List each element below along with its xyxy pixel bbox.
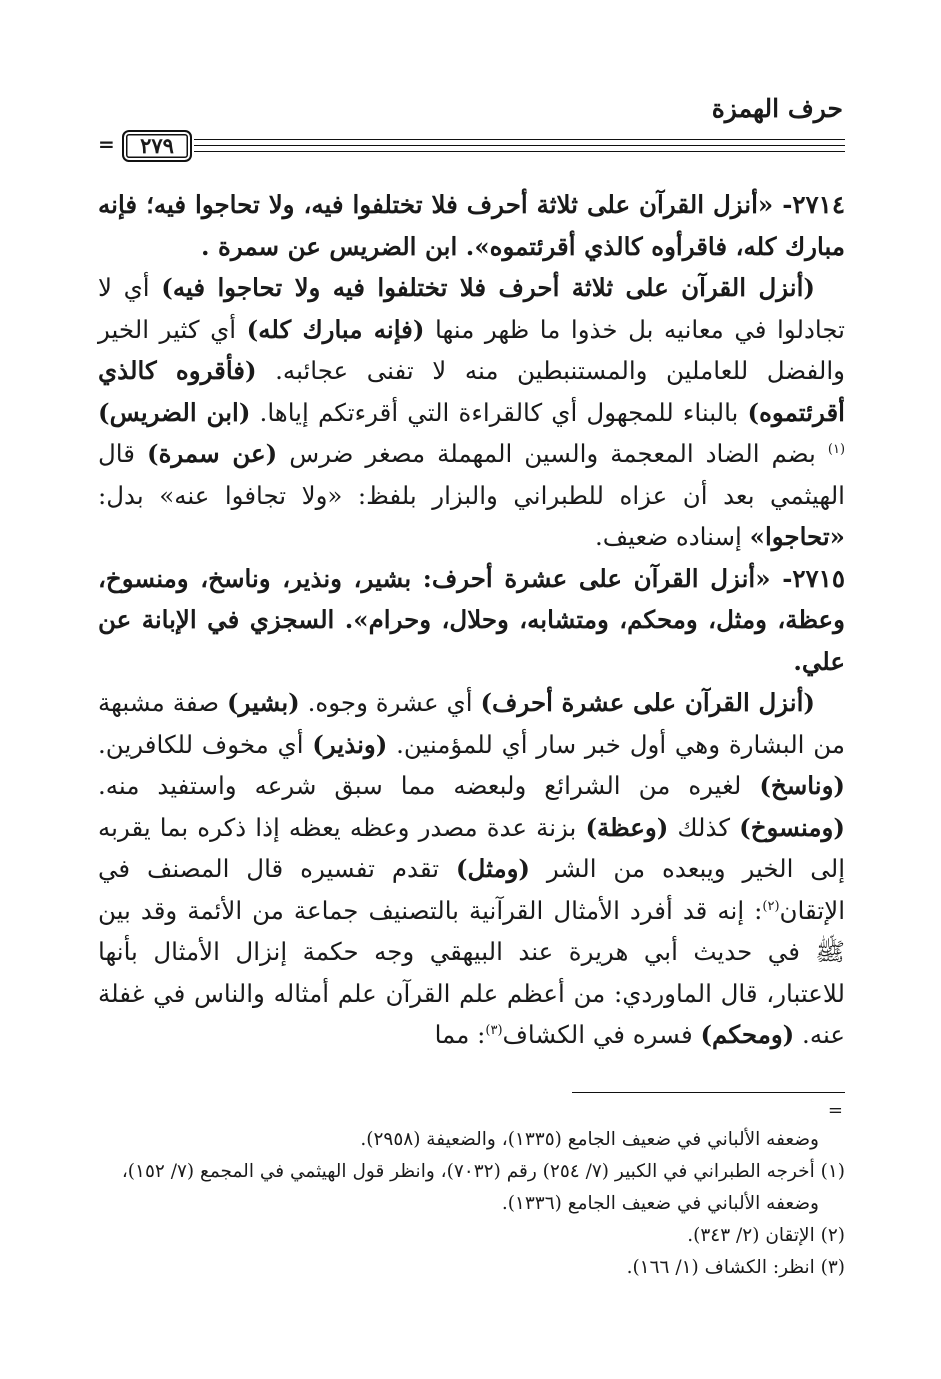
quoted-phrase: (وناسخ) [759, 771, 845, 800]
commentary-text: تقدم تفسيره قال المصنف في الإتقان [98, 854, 845, 925]
commentary-text: أي كثير الخير والفضل للعاملين والمستنبطين منه لا تفنى عجائبه. [98, 314, 846, 385]
quoted-phrase: «تحاجوا» [749, 522, 845, 551]
commentary-text: بزنة عدة مصدر وعظه يعظه إذا ذكره بما يقربه إلى الخير ويبعده من الشر [98, 812, 845, 883]
hadith-text: «أنزل القرآن على عشرة أحرف: بشير، ونذير، وناسخ، ومنسوخ، وعظة، ومثل، ومحكم، ومتشابه، وحلال، وحرام». السجزي في الإبانة عن علي. [98, 563, 845, 676]
quoted-phrase: (أنزل القرآن على عشرة أحرف) [480, 688, 815, 717]
footnote-1: (١) أخرجه الطبراني في الكبير (٧/ ٢٥٤) رقم (٧٠٣٢)، وانظر قول الهيثمي في المجمع (٧/ ١٥٢)، [121, 1161, 845, 1182]
quoted-phrase: (أنزل القرآن على ثلاثة أحرف فلا تختلفوا فيه ولا تحاجوا فيه) [161, 273, 815, 302]
commentary-text: أي مخوف للكافرين. [98, 729, 313, 759]
commentary-text: قال الهيثمي بعد أن عزاه للطبراني والبزار بلفظ: «ولا تجافوا عنه» بدل: [98, 439, 845, 510]
quoted-phrase: (وعظة) [585, 812, 669, 842]
footnote-3: (٣) انظر: الكشاف (١/ ١٦٦). [626, 1257, 845, 1278]
quoted-phrase: (ونذير) [312, 729, 388, 759]
main-text [98, 184, 845, 1056]
commentary-text: بالبناء للمجهول أي كالقراءة التي أقرءتكم إياها. [250, 397, 748, 427]
continuation-marker: = [98, 132, 115, 156]
footnotes [98, 1124, 845, 1284]
header-rule-line [194, 145, 845, 146]
quoted-phrase: (ومحكم) [700, 1020, 795, 1049]
hadith-2715 [98, 558, 845, 683]
quoted-phrase: (عن سمرة) [146, 439, 278, 468]
commentary-text: أي عشرة وجوه. [299, 688, 481, 717]
commentary-text: أي لا تجادلوا في معانيه بل خذوا ما ظهر منها [98, 273, 845, 344]
commentary-text: : مما [434, 1020, 486, 1049]
commentary-text: كذلك [668, 812, 740, 842]
quoted-phrase: (ابن الضريس) [98, 397, 251, 427]
commentary-text: صفة مشبهة من البشارة وهي أول خبر سار أي للمؤمنين. [98, 688, 845, 759]
header-rule [98, 130, 845, 160]
footnote-continuation-marker: = [827, 1100, 843, 1121]
footnote-1-continued: وضعفه الألباني في ضعيف الجامع (١٣٣٦). [501, 1193, 819, 1214]
footnote-continued: وضعفه الألباني في ضعيف الجامع (١٣٣٥)، والضعيفة (٢٩٥٨). [360, 1129, 819, 1150]
hadith-number: ٢٧١٤ [792, 190, 845, 219]
commentary-text: بضم الضاد المعجمة والسين المهملة مصغر ضرس [277, 439, 828, 468]
footnote-ref: (١) [827, 441, 846, 457]
hadith-text: «أنزل القرآن على ثلاثة أحرف فلا تختلفوا فيه، ولا تحاجوا فيه؛ فإنه مبارك كله، فاقرأوه كالذي أقرئتموه». ابن الضريس عن سمرة . [98, 190, 845, 261]
running-head-title: حرف الهمزة [711, 94, 843, 123]
quoted-phrase: (ومثل) [455, 854, 531, 883]
hadith-dash: - [782, 190, 793, 219]
commentary-text: فسره في الكشاف [502, 1020, 701, 1049]
commentary-text: : إنه قد أفرد الأمثال القرآنية بالتصنيف جماعة من الأئمة وقد بين ﷺ في حديث أبي هريرة عند البيهقي وجه حكمة إنزال الأمثال بأنها للاعتبار، قال الماوردي: من أعظم علم القرآن علم أمثاله والناس في غفلة عنه. [98, 895, 845, 1049]
hadith-2714 [98, 184, 845, 267]
commentary-2715 [98, 682, 845, 1056]
header-rule-line [194, 151, 845, 152]
footnote-separator [572, 1092, 845, 1093]
footnote-ref: (٢) [762, 898, 780, 914]
footnote-2: (٢) الإتقان (٢/ ٣٤٣). [687, 1225, 845, 1246]
quoted-phrase: (ومنسوخ) [739, 812, 845, 842]
commentary-text: إسناده ضعيف. [594, 522, 750, 551]
quoted-phrase: (بشير) [226, 688, 300, 717]
commentary-text: لغيره من الشرائع ولبعضه مما سبق شرعه واستفيد منه. [98, 771, 760, 800]
hadith-number: ٢٧١٥ [792, 563, 845, 593]
hadith-dash: - [782, 563, 793, 593]
quoted-phrase: (فأقروه كالذي أقرئتموه) [98, 356, 845, 427]
page-number-badge: ٢٧٩ [122, 130, 192, 162]
commentary-2714 [98, 267, 845, 558]
header-rule-line [194, 139, 845, 140]
footnote-ref: (٣) [485, 1022, 503, 1038]
quoted-phrase: (فإنه مبارك كله) [246, 314, 425, 344]
